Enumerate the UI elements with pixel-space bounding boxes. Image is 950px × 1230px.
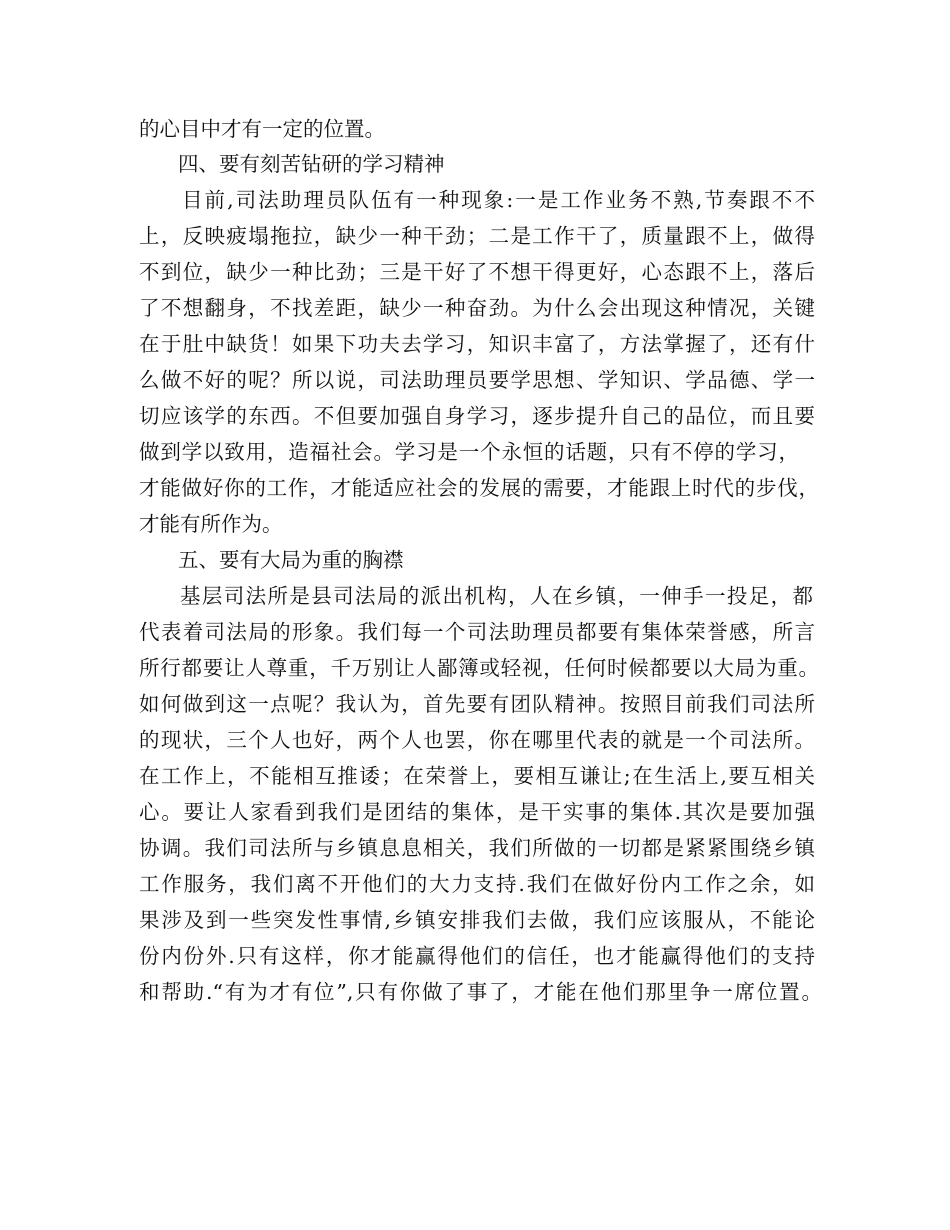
text-line: 份内份外.只有这样，你才能赢得他们的信任，也才能赢得他们的支持 [139, 944, 815, 968]
text-line: 才能做好你的工作，才能适应社会的发展的需要，才能跟上时代的步伐， [139, 476, 819, 500]
text-line: 目前,司法助理员队伍有一种现象:一是工作业务不熟,节奏跟不不 [182, 188, 815, 212]
text-line: 了不想翻身，不找差距，缺少一种奋劲。为什么会出现这种情况，关键 [139, 296, 815, 320]
text-line: 不到位，缺少一种比劲；三是干好了不想干得更好，心态跟不上，落后 [139, 260, 815, 284]
text-line: 才能有所作为。 [139, 512, 283, 536]
text-line: 做到学以致用，造福社会。学习是一个永恒的话题，只有不停的学习， [139, 440, 799, 464]
text-line: 在工作上，不能相互推诿；在荣誉上，要相互谦让;在生活上,要互相关 [139, 764, 815, 788]
section-heading: 四、要有刻苦钻研的学习精神 [178, 152, 445, 176]
text-line: 上，反映疲塌拖拉，缺少一种干劲；二是工作干了，质量跟不上，做得 [139, 224, 815, 248]
text-line: 果涉及到一些突发性事情,乡镇安排我们去做，我们应该服从，不能论 [139, 908, 815, 932]
text-line: 如何做到这一点呢？我认为，首先要有团队精神。按照目前我们司法所 [139, 692, 815, 716]
text-line: 切应该学的东西。不但要加强自身学习，逐步提升自己的品位，而且要 [139, 404, 815, 428]
text-line: 工作服务，我们离不开他们的大力支持.我们在做好份内工作之余，如 [139, 872, 815, 896]
text-line: 么做不好的呢？所以说，司法助理员要学思想、学知识、学品德、学一 [139, 368, 815, 392]
text-line: 的现状，三个人也好，两个人也罢，你在哪里代表的就是一个司法所。 [139, 728, 815, 752]
text-line: 心。要让人家看到我们是团结的集体，是干实事的集体.其次是要加强 [139, 800, 815, 824]
text-line: 协调。我们司法所与乡镇息息相关，我们所做的一切都是紧紧围绕乡镇 [139, 836, 815, 860]
text-line: 基层司法所是县司法局的派出机构，人在乡镇，一伸手一投足，都 [180, 584, 813, 608]
text-line: 在于肚中缺货！如果下功夫去学习，知识丰富了，方法掌握了，还有什 [139, 332, 815, 356]
text-line: 的心目中才有一定的位置。 [139, 117, 385, 141]
section-heading: 五、要有大局为重的胸襟 [178, 548, 404, 572]
text-line: 和帮助.“有为才有位”,只有你做了事了，才能在他们那里争一席位置。 [139, 980, 822, 1004]
text-line: 代表着司法局的形象。我们每一个司法助理员都要有集体荣誉感，所言 [139, 620, 815, 644]
text-line: 所行都要让人尊重，千万别让人鄙簿或轻视，任何时候都要以大局为重。 [139, 656, 819, 680]
